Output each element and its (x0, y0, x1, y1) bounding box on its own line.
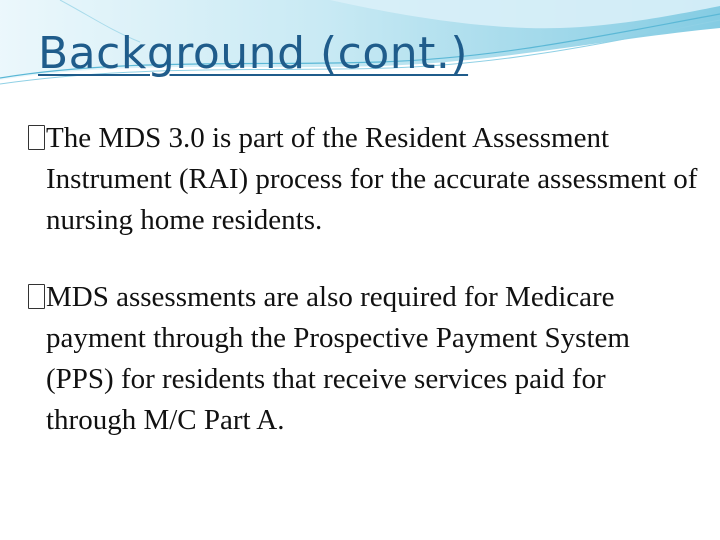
bullet-box-icon (28, 125, 45, 150)
bullet-item (28, 277, 698, 441)
bullet-list (28, 118, 698, 477)
bullet-item (28, 118, 698, 241)
slide-title: Background (cont.) (38, 28, 469, 79)
bullet-box-icon (28, 284, 45, 309)
bullet-text: The MDS 3.0 is part of the Resident Assessment Instrument (RAI) process for the accurate assessment of nursing home residents. (46, 122, 698, 236)
bullet-text: MDS assessments are also required for Medicare payment through the Prospective Payment System (PPS) for residents that receive services paid for through M/C Part A. (46, 281, 630, 436)
